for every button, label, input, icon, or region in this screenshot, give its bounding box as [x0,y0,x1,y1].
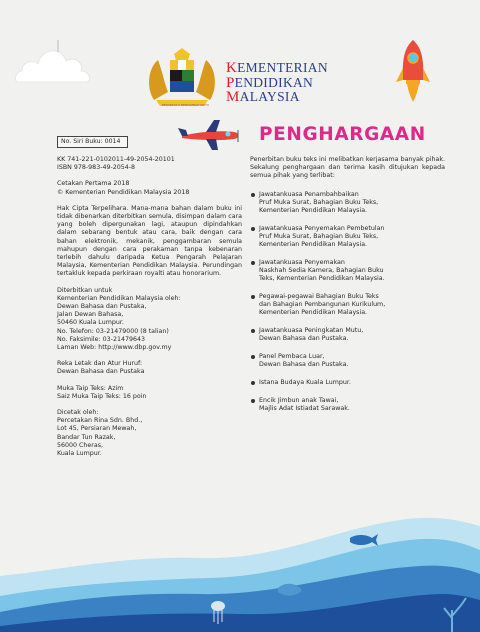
edition: Cetakan Pertama 2018 [57,180,130,188]
list-item: Encik Jimbun anak Tawai, Majlis Adat Istiadat Sarawak. [250,397,445,413]
typeface-info: Muka Taip Teks: Azim Saiz Muka Taip Teks: 16 poin [57,384,147,400]
acknowledgements-intro: Penerbitan buku teks ini melibatkan kerjasama banyak pihak. Sekalung penghargaan dan terima kasih ditujukan kepada semua pihak yang terlibat: [250,156,445,180]
sea-waves-illustration [0,500,480,632]
list-item: Jawatankuasa Penyemakan Pembetulan Pruf Muka Surat, Bahagian Buku Teks, Kementerian Pendidikan Malaysia. [250,225,445,250]
printer-info: Dicetak oleh: Percetakan Rina Sdn. Bhd., Lot 45, Persiaran Mewah, Bandar Tun Razak, 56000 Cheras, Kuala Lumpur. [57,409,143,458]
list-item: Panel Pembaca Luar, Dewan Bahasa dan Pustaka. [250,353,445,369]
ministry-line-2: PENDIDIKAN [226,74,314,91]
rocket-illustration [396,40,430,102]
book-serial-number: No. Siri Buku: 0014 [57,136,128,148]
ministry-line-3: MALAYSIA [226,89,300,105]
malaysia-crest-logo [144,48,220,110]
copyright: © Kementerian Pendidikan Malaysia 2018 [57,188,190,196]
crest-caption: BERSEKUTU BERTAMBAH MUTU [162,103,210,107]
list-item: Jawatankuasa Penambahbaikan Pruf Muka Surat, Bahagian Buku Teks, Kementerian Pendidikan Malaysia. [250,191,445,216]
ministry-name [226,61,328,105]
publication-details [57,156,242,466]
isbn: ISBN 978-983-49-2054-8 [57,164,136,172]
list-item: Pegawai-pegawai Bahagian Buku Teks dan Bahagian Pembangunan Kurikulum, Kementerian Pendidikan Malaysia. [250,293,445,318]
page-title: PENGHARGAAN [259,124,426,145]
publisher-info: Diterbitkan untuk Kementerian Pendidikan Malaysia oleh: Dewan Bahasa dan Pustaka, Jalan Dewan Bahasa, 50460 Kuala Lumpur. No. Telefon: 03-21479000 (8 talian) No. Faksimile: 03-21479643 Laman Web: http://www.dbp.gov.my [57,286,181,352]
acknowledgements-section [250,156,445,422]
layout-credit: Reka Letak dan Atur Huruf: Dewan Bahasa dan Pustaka [57,360,145,376]
ministry-line-1: KEMENTERIAN [226,60,328,76]
kk-number: KK 741-221-0102011-49-2054-20101 [57,156,175,163]
list-item: Jawatankuasa Penyemakan Naskhah Sedia Kamera, Bahagian Buku Teks, Kementerian Pendidikan Malaysia. [250,259,445,284]
list-item: Istana Budaya Kuala Lumpur. [250,379,445,387]
airplane-illustration [176,118,246,152]
cloud-illustration [14,40,96,90]
copyright-notice: Hak Cipta Terpelihara. Mana-mana bahan dalam buku ini tidak dibenarkan diterbitkan semula, disimpan dalam cara yang boleh dipergunakan lagi, ataupun dipindahkan dalam sebarang bentuk atau cara, baik dengan cara bahan elektronik, mekanik, penggambaran semula mahupun dengan cara perakaman tanpa kebenaran terlebih dahulu daripada Ketua Pengarah Pelajaran Malaysia, Kementerian Pendidikan Malaysia. Perundingan tertakluk kepada perkiraan royalti atau honorarium. [57,204,242,278]
list-item: Jawatankuasa Peningkatan Mutu, Dewan Bahasa dan Pustaka. [250,327,445,343]
